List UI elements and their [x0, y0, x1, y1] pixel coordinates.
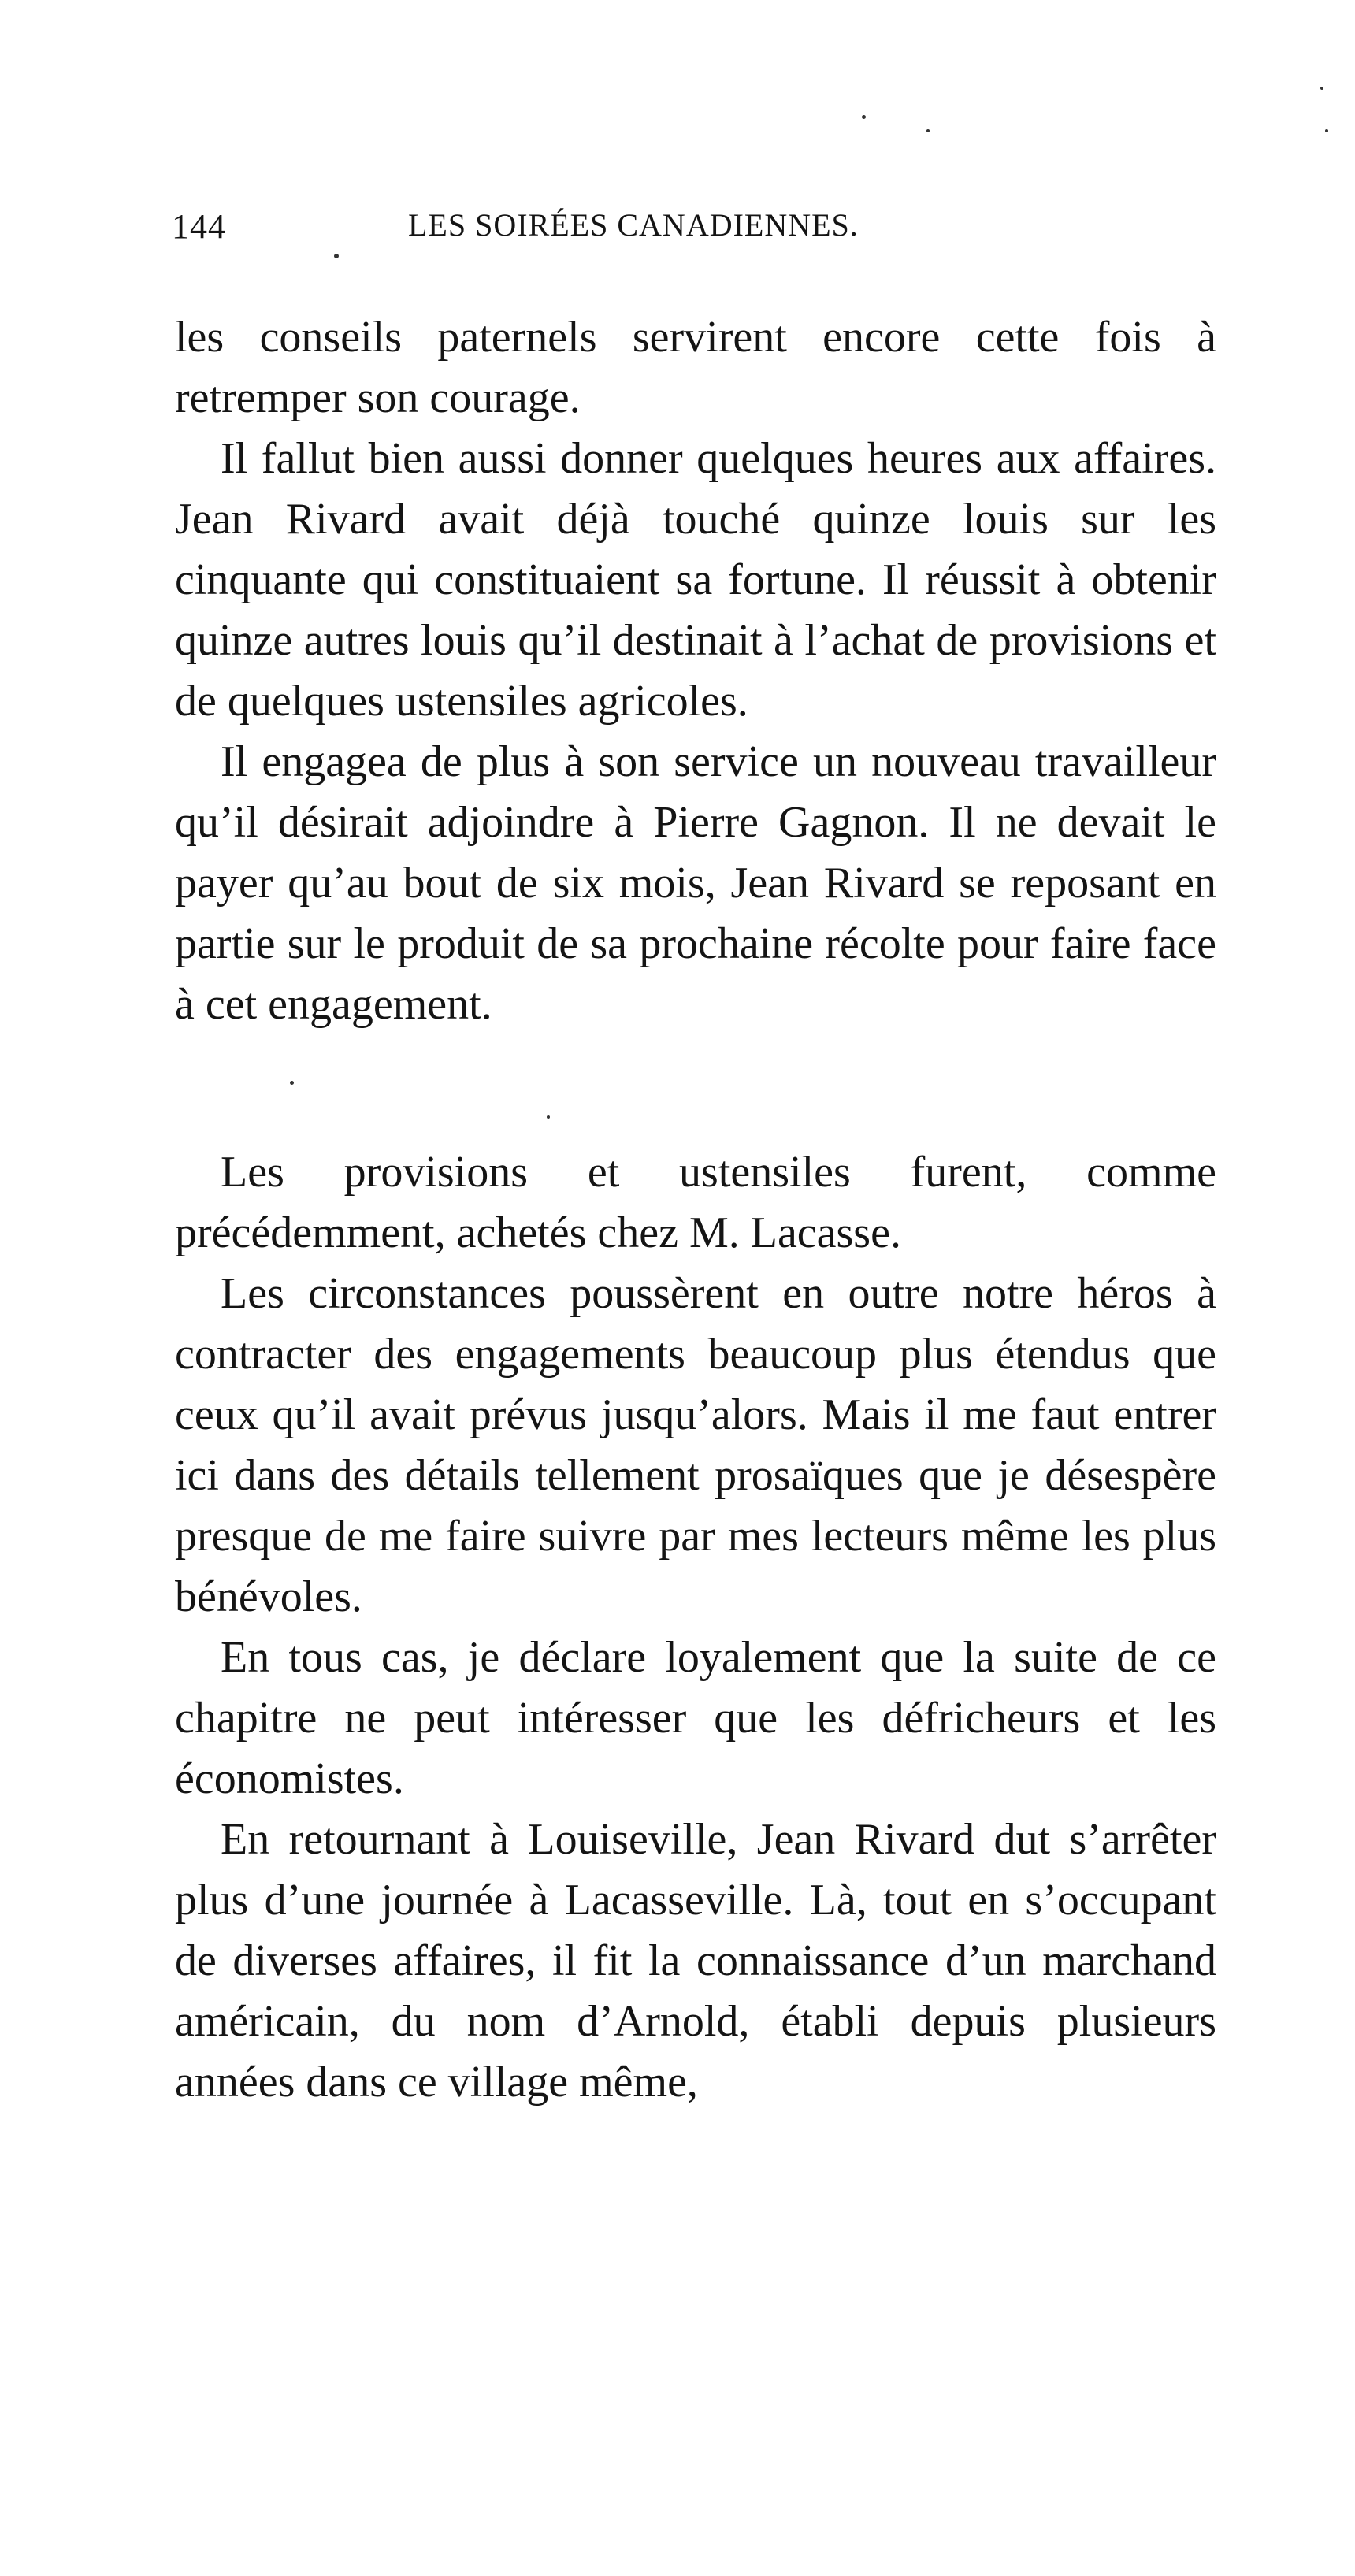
paragraph: Il fallut bien aussi donner quelques heures aux affaires. Jean Rivard avait déjà touché quinze louis sur les cinquante qui constituaient sa fortune. Il réussit à obtenir quinze autres louis qu’il destinait à l’achat de provisions et de quelques ustensiles agricoles. — [175, 434, 1216, 726]
ink-speck — [334, 254, 339, 258]
body-text — [175, 307, 1216, 2113]
ink-speck — [1325, 129, 1328, 132]
paragraph: les conseils paternels servirent encore cette fois à retremper son courage. — [175, 313, 1216, 422]
running-header — [172, 206, 1196, 254]
paragraph: En retournant à Louiseville, Jean Rivard dut s’arrêter plus d’une journée à Lacasseville. Là, tout en s’occupant de diverses affaires, il fit la connaissance d’un marchand américain, du nom d’Arnold, établi depuis plusieurs années dans ce village même, — [175, 1815, 1216, 2106]
running-title: LES SOIRÉES CANADIENNES. — [408, 207, 859, 243]
paragraph: Les provisions et ustensiles furent, comme précédemment, achetés chez M. Lacasse. — [175, 1148, 1216, 1257]
ink-speck — [862, 115, 866, 119]
paragraph: Les circonstances poussèrent en outre notre héros à contracter des engagements beaucoup plus étendus que ceux qu’il avait prévus jusqu’alors. Mais il me faut entrer ici dans des détails tellement prosaïques que je désespère presque de me faire suivre par mes lecteurs même les plus bénévoles. — [175, 1269, 1216, 1621]
page-number: 144 — [172, 207, 226, 246]
paragraph: En tous cas, je déclare loyalement que la suite de ce chapitre ne peut intéresser que les défricheurs et les économistes. — [175, 1633, 1216, 1803]
ink-speck — [926, 129, 930, 132]
ink-speck — [1320, 87, 1323, 90]
paragraph: Il engagea de plus à son service un nouveau travailleur qu’il désirait adjoindre à Pierre Gagnon. Il ne devait le payer qu’au bout de six mois, Jean Rivard se reposant en partie sur le produit de sa prochaine récolte pour faire face à cet engagement. — [175, 737, 1216, 1029]
